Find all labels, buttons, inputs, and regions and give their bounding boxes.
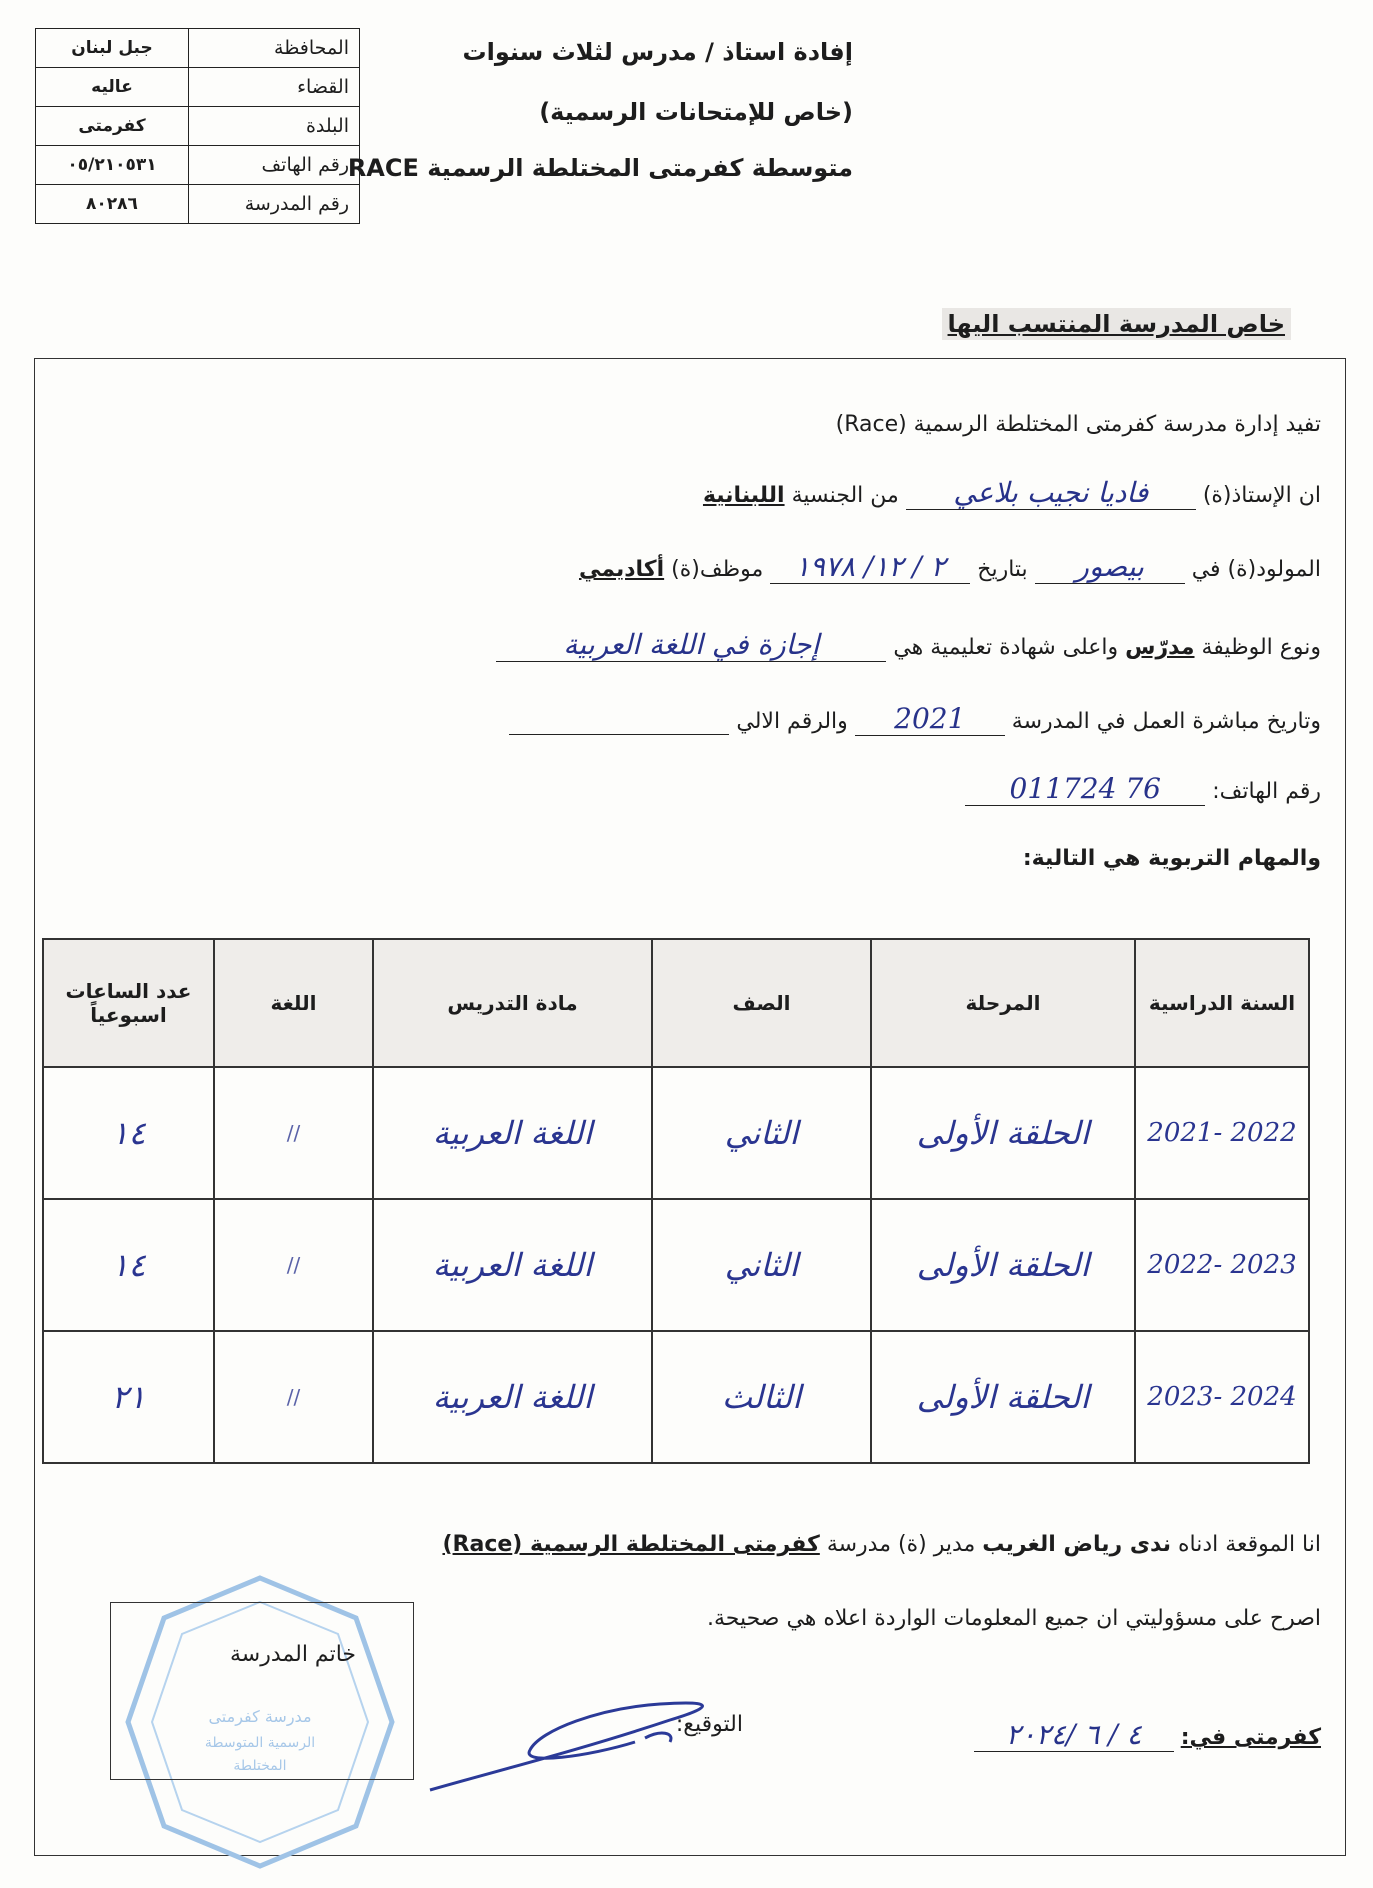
col-header: المرحلة [871,939,1135,1067]
lang-cell: // [214,1199,373,1331]
stage-cell: الحلقة الأولى [871,1067,1135,1199]
info-row [36,29,360,68]
school-info-table [35,28,360,224]
id-value-blank [509,709,729,735]
certify-line: اصرح على مسؤوليتي ان جميع المعلومات الواردة اعلاه هي صحيحة. [706,1606,1321,1631]
phone-value: 76 011724 [965,772,1205,806]
seal-text: المختلطة [233,1758,287,1774]
col-header: اللغة [214,939,373,1067]
subject-cell: اللغة العربية [373,1067,652,1199]
start-year: 2021 [855,702,1005,736]
info-label: رقم الهاتف [189,146,360,185]
section-title: خاص المدرسة المنتسب اليها [942,308,1291,340]
grade-cell: الثاني [652,1067,871,1199]
info-row [36,107,360,146]
nationality-value: اللبنانية [702,483,785,508]
table-row [43,1067,1309,1199]
degree-label: واعلى شهادة تعليمية هي [893,635,1119,660]
table-row [43,1331,1309,1463]
principal-name: ندى رياض الغريب [982,1532,1171,1557]
info-value: كفرمتى [36,107,189,146]
hours-cell: ١٤ [43,1067,214,1199]
declaration-mid: مدير (ة) مدرسة [826,1532,976,1557]
subject-cell: اللغة العربية [373,1199,652,1331]
employee-label: موظف(ة) [671,557,764,582]
teacher-line [703,476,1321,510]
school-name: كفرمتى المختلطة الرسمية (Race) [442,1532,820,1557]
seal-text: مدرسة كفرمتى [208,1707,312,1726]
col-header: مادة التدريس [373,939,652,1067]
signature-label: التوقيع: [675,1712,743,1737]
degree-value: إجازة في اللغة العربية [496,628,886,662]
grade-cell: الثاني [652,1199,871,1331]
school-name-header: متوسطة كفرمتى المختلطة الرسمية RACE [347,154,853,182]
date-label: بتاريخ [977,557,1028,582]
hours-cell: ١٤ [43,1199,214,1331]
info-row [36,185,360,224]
info-row [36,68,360,107]
id-label: والرقم الالي [736,709,848,734]
signing-date: ٤ / ٦ /٢٠٢٤ [974,1718,1174,1752]
job-label: ونوع الوظيفة [1201,635,1321,660]
stamp-box [110,1602,414,1780]
stamp-label: خاتم المدرسة [230,1642,356,1667]
duties-intro: والمهام التربوية هي التالية: [1022,846,1321,871]
info-label: القضاء [189,68,360,107]
stage-cell: الحلقة الأولى [871,1331,1135,1463]
hours-cell: ٢١ [43,1331,214,1463]
start-line [509,702,1321,736]
document-title: إفادة استاذ / مدرس لثلاث سنوات [462,38,853,66]
info-label: البلدة [189,107,360,146]
nationality-label: من الجنسية [791,483,899,508]
start-label: وتاريخ مباشرة العمل في المدرسة [1011,709,1321,734]
grade-cell: الثالث [652,1331,871,1463]
col-header: الصف [652,939,871,1067]
stage-cell: الحلقة الأولى [871,1199,1135,1331]
info-value: ٠٥/٢١٠٥٣١ [36,146,189,185]
duties-header-row [43,939,1309,1067]
subject-cell: اللغة العربية [373,1331,652,1463]
table-row [43,1199,1309,1331]
birth-date: ٢ / ١٢/ ١٩٧٨ [770,550,970,584]
info-value: جبل لبنان [36,29,189,68]
info-label: المحافظة [189,29,360,68]
seal-text: الرسمية المتوسطة [204,1735,316,1751]
info-label: رقم المدرسة [189,185,360,224]
info-value: عاليه [36,68,189,107]
document-subtitle: (خاص للإمتحانات الرسمية) [539,98,853,126]
lang-cell: // [214,1067,373,1199]
born-label: المولود(ة) في [1191,557,1321,582]
job-type: مدرّس [1125,635,1195,660]
year-cell: 2021- 2022 [1135,1067,1309,1199]
intro-line: تفيد إدارة مدرسة كفرمتى المختلطة الرسمية (Race) [835,412,1321,437]
signature-mark [420,1690,740,1800]
declaration-pre: انا الموقعة ادناه [1177,1532,1321,1557]
teacher-label: ان الإستاذ(ة) [1202,483,1321,508]
birthplace: بيصور [1035,550,1185,584]
year-cell: 2022- 2023 [1135,1199,1309,1331]
info-row [36,146,360,185]
employee-type: أكاديمي [578,557,665,582]
phone-label: رقم الهاتف: [1212,779,1321,804]
duties-table [42,938,1310,1464]
date-line [974,1718,1321,1752]
col-header: السنة الدراسية [1135,939,1309,1067]
teacher-name: فاديا نجيب بلاعي [906,476,1196,510]
info-value: ٨٠٢٨٦ [36,185,189,224]
phone-line [965,772,1321,806]
place-label: كفرمتى في: [1180,1725,1321,1750]
job-line [496,628,1321,662]
col-header: عدد الساعات اسبوعياً [43,939,214,1067]
lang-cell: // [214,1331,373,1463]
declaration-line [442,1532,1321,1557]
year-cell: 2023- 2024 [1135,1331,1309,1463]
birth-line [579,550,1321,584]
